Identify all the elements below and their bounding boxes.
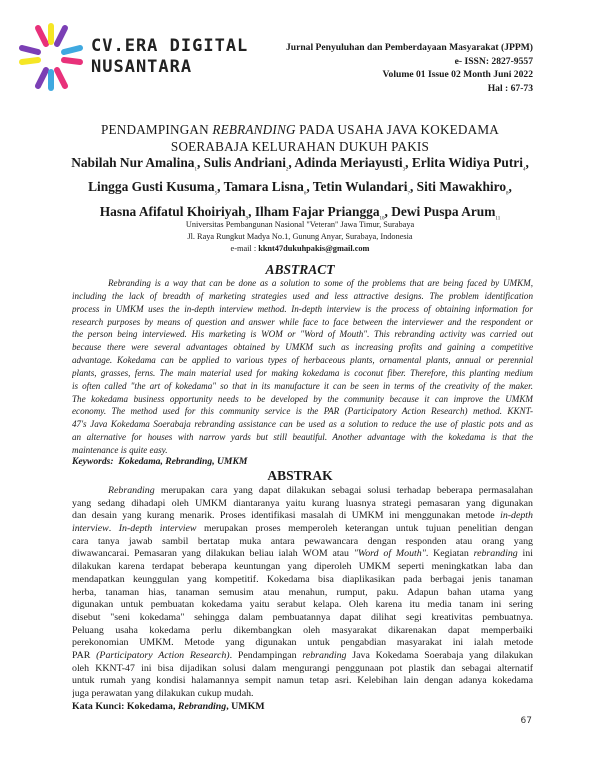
- abstrak-line: [72, 663, 533, 676]
- abstract-line: plants, grasses, ferns. The main material used for making kokedama is coconut fiber. Therefore, this planting medium: [72, 367, 533, 378]
- text-segment: Peluang usaha kokedama perlu dikembangkan oleh masyarakat dikarenakan dapat memperbaiki: [72, 624, 533, 636]
- author: Lingga Gusti Kusuma: [88, 179, 215, 195]
- text-segment: oleh KKNT-47 ini bisa dijadikan solusi dalam mengurangi penggunaan pot plastik dan sebagai alternatif: [72, 662, 533, 674]
- author-affiliation-mark: 8: [506, 191, 509, 197]
- abstract-line: process in UMKM uses the in-depth interview method. In-depth interview is the process of obtaining information for: [72, 303, 533, 314]
- university: Universitas Pembangunan Nasional "Veteran" Jawa Timur, Surabaya: [185, 220, 415, 229]
- author: Ilham Fajar Priangga: [254, 203, 380, 219]
- author: Hasna Afifatul Khoiriyah: [99, 203, 246, 219]
- text-segment: yang sedang dihadapi oleh UMKM diantaranya yaitu kurang luasnya strategi pemasaran yang digunakan: [72, 497, 533, 509]
- text-segment: cara tanya jawab sambil bertatap muka antara pewawancara dengan responden atau orang yang: [72, 535, 533, 547]
- abstract-line: economy. The method used for this community service is the PAR (Participatory Action Research) method. KKNT-: [72, 406, 533, 417]
- text-segment: "Word of Mouth": [353, 548, 426, 560]
- author-affiliation-mark: 5: [214, 191, 218, 197]
- author-affiliation-mark: 6: [303, 191, 307, 197]
- text-segment: perekonomian UMKM. Metode yang digunakan untuk pengabdian masyarakat ini ialah metode: [72, 637, 533, 649]
- page-number: 67: [520, 716, 532, 726]
- affiliation: Universitas Pembangunan Nasional "Veteran" Jawa Timur, Surabaya Jl. Raya Rungkut Madya No.1, Gunung Anyar, Surabaya, Indonesia e-mail : kknt47dukuhpakis@gmail.com: [0, 219, 600, 255]
- text-segment: herba, tanaman hias, tanaman semusim atau menahun, rumput, paku. Adapun bahan utama yang: [72, 586, 533, 598]
- abstract-line: The kokedama business opportunity needs to be developed by the community because it can improve the UMKM: [72, 393, 533, 404]
- author-affiliation-mark: 7: [407, 191, 410, 197]
- text-segment: interview: [72, 523, 109, 535]
- text-segment: .: [108, 523, 119, 535]
- author-affiliation-mark: 10: [379, 216, 385, 222]
- author-list: Nabilah Nur Amalina$_1$, Sulis Andriani$_2$, Adinda Meriayusti$_3$, Erlita Widiya Putri$_4$, Lingga Gusti Kusuma$_5$, Tamara Lisna$_6$, Tetin Wulandari$_7$, Siti Mawakhiro$_8$, Hasna Afifatul Khoiriyah$_9$, Ilham Fajar Priangga$_{10}$, Dewi Puspa Arum$_{11}$: [71, 155, 529, 222]
- author-affiliation-mark: 2: [285, 167, 289, 173]
- text-segment: Java Kokedama Soerabaja yang dilakukan: [346, 649, 533, 661]
- kata-kunci: Kata Kunci: Kokedama, Rebranding, UMKM: [72, 701, 265, 712]
- author: Erlita Widiya Putri: [411, 155, 523, 170]
- volume-issue: Volume 01 Issue 02 Month Juni 2022: [382, 69, 533, 80]
- author-affiliation-mark: 4: [522, 167, 526, 173]
- text-segment: digunakan untuk pembuatan kokedama yaitu serabut kelapa. Oleh karena itu media tanam ini sering: [72, 599, 533, 611]
- text-segment: merupakan cara yang dapat dilakukan sebagai solusi terhadap beberapa permasalahan: [154, 485, 533, 496]
- author: Nabilah Nur Amalina: [71, 155, 195, 170]
- abstract-line: advantage. Kokedama can be applied to various types of herbaceous plants, ornamental plants, annual or perennial: [72, 355, 533, 366]
- abstract-heading: ABSTRACT: [265, 262, 335, 277]
- abstract-line: including the lack of breadth of marketing strategies used and less attractive designs. The problem identification: [72, 290, 533, 301]
- abstract-body: [72, 277, 533, 457]
- text-segment: dilakukan karena terdapat beberapa keuntungan yang diperoleh UMKM seperti meningkatkan laba dan: [72, 561, 533, 573]
- author-affiliation-mark: 3: [402, 167, 406, 173]
- text-segment: (Participatory Action Research): [96, 649, 230, 661]
- abstrak-body: [72, 485, 533, 701]
- abstract-line: Rebranding is a way that can be done as a solution to some of the problems that are being faced by UMKM,: [108, 278, 533, 288]
- text-segment: In-depth interview: [118, 523, 197, 535]
- logo-text: CV.ERA DIGITAL NUSANTARA: [91, 36, 249, 77]
- author: Tamara Lisna: [223, 179, 304, 195]
- text-segment: Rebranding: [108, 485, 155, 496]
- text-segment: mendapatkan keunggulan yang kompetitif. Kokedama bisa diaplikasikan pada berbagai jenis tanaman: [72, 573, 533, 585]
- journal-header: [286, 41, 533, 95]
- text-segment: . Kegiatan: [425, 548, 474, 560]
- abstrak-line: [72, 498, 533, 511]
- author-affiliation-mark: 1: [194, 167, 197, 173]
- author: Dewi Puspa Arum: [391, 203, 496, 219]
- abstract-line: an alternative for houses with narrow yards but still beautiful. Another advantage with the kokedama is that the: [72, 432, 533, 443]
- author: Adinda Meriayusti: [294, 155, 403, 170]
- abstract-line: because there were several advantages obtained by UMKM such as increasing profits and gaining a competitive: [72, 342, 533, 353]
- abstrak-line: [72, 599, 533, 612]
- text-segment: untuk rumah yang kondisi halamannya sempit namun tetap asri. Kelebihan lain dengan adanya kokedama: [72, 675, 533, 687]
- text-segment: merupakan proses memperoleh keterangan untuk tujuan penelitian dengan: [196, 523, 533, 535]
- text-segment: in-depth: [500, 510, 533, 522]
- abstrak-line: [72, 650, 533, 663]
- email: kknt47dukuhpakis@gmail.com: [258, 244, 370, 253]
- abstract-line: research purposes by means of question and answer while face to face between the interviewer and the respondent or: [72, 316, 533, 327]
- paper-title: PENDAMPINGAN REBRANDING PADA USAHA JAVA KOKEDAMA SOERABAJA KELURAHAN DUKUH PAKIS: [100, 122, 500, 154]
- author: Sulis Andriani: [203, 155, 286, 170]
- text-segment: . Pendampingan: [229, 649, 303, 661]
- author: Siti Mawakhiro: [416, 179, 507, 195]
- abstrak-line: [72, 548, 533, 561]
- author-affiliation-mark: 9: [245, 216, 249, 222]
- abstract-line: 47's Java Kokedama Soerabaja rebranding assistance can be used as a solution to reduce the use of plastic pots and as: [72, 419, 533, 430]
- abstrak-line: [72, 612, 533, 625]
- era-digital-star-icon: [18, 22, 84, 92]
- text-segment: PAR: [72, 649, 97, 661]
- abstrak-line: [72, 574, 533, 587]
- abstrak-line: [72, 587, 533, 600]
- abstrak-line: [72, 485, 533, 498]
- text-segment: ini: [517, 548, 533, 560]
- text-segment: juga perawatan yang dilakukan cukup mudah.: [72, 688, 254, 699]
- text-segment: diwawancarai. Pemasaran yang dilakukan beliau ialah WOM atau: [72, 548, 354, 560]
- address: Jl. Raya Rungkut Madya No.1, Gunung Anyar, Surabaya, Indonesia: [187, 232, 413, 241]
- text-segment: rebranding: [473, 548, 518, 560]
- abstrak-line: [72, 561, 533, 574]
- text-segment: disebut "seni kokedama" sehingga dalam pembuatannya dapat dilihat segi kreativitas pembuatnya.: [72, 611, 533, 623]
- abstrak-line: [72, 675, 533, 688]
- abstrak-line: [72, 510, 533, 523]
- author-affiliation-mark: 11: [495, 216, 501, 222]
- page-range: Hal : 67-73: [487, 82, 533, 94]
- author: Tetin Wulandari: [312, 179, 408, 195]
- abstrak-line: [72, 523, 533, 536]
- abstrak-line: [72, 688, 533, 701]
- abstract-line: maintenance is quite easy.: [72, 444, 168, 455]
- abstract-line: is often called "the art of kokedama" so that in its manufacture it can be seen in terms of the creativity of the maker.: [72, 380, 533, 391]
- abstrak-line: [72, 625, 533, 638]
- text-segment: dan desain yang kurang menarik. Proses identifikasi masalah di UMKM ini menggunakan metode: [72, 510, 501, 522]
- keywords: Keywords: Kokedama, Rebranding, UMKM: [72, 456, 248, 467]
- abstrak-heading: ABSTRAK: [267, 468, 333, 483]
- journal-name: Jurnal Penyuluhan dan Pemberdayaan Masyarakat (JPPM): [285, 42, 533, 53]
- abstract-line: the person being interviewed. His marketing is WOM or "Word of Mouth". This rebranding activity was carried out: [72, 329, 533, 340]
- abstrak-line: [72, 637, 533, 650]
- issn: e- ISSN: 2827-9557: [454, 55, 533, 67]
- abstrak-line: [72, 536, 533, 549]
- text-segment: rebranding: [302, 649, 347, 661]
